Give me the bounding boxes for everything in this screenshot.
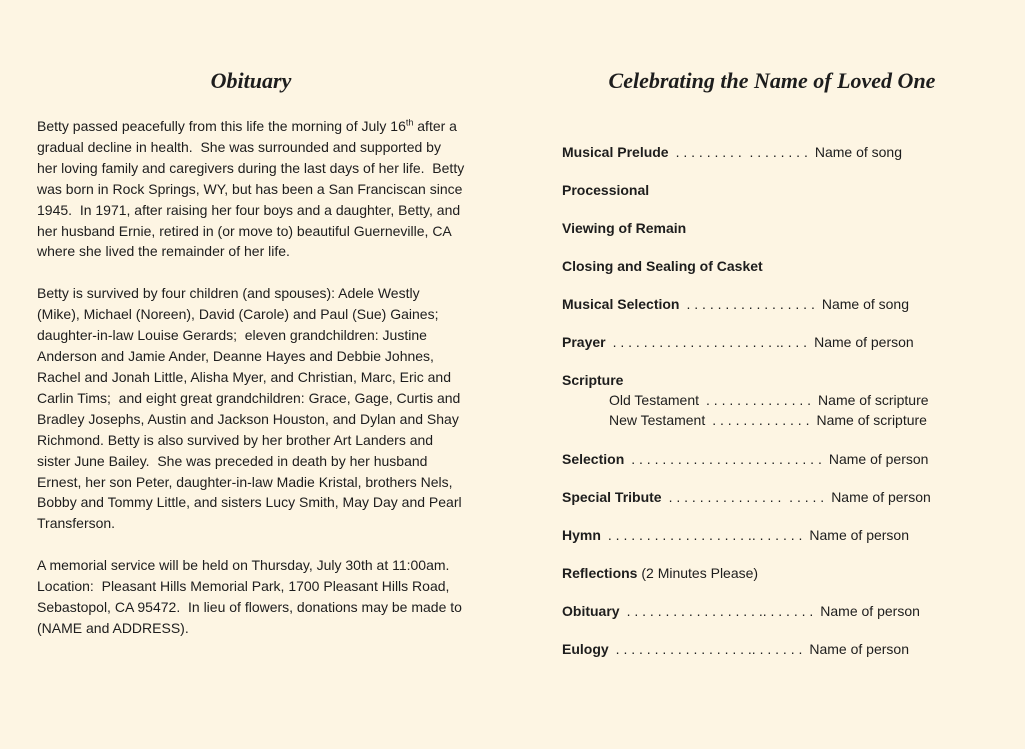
program-item-special-tribute [562,488,1025,506]
dot-leader: . . . . . . . . . . . . . [712,412,810,428]
program-item-prayer [562,333,1025,351]
program-item-value: Name of scripture [816,412,927,428]
obituary-panel [0,0,512,749]
program-item-label: Hymn [562,527,601,543]
program-item-value: Name of person [814,334,914,350]
obituary-title: Obituary [210,68,292,93]
program-item-value: Name of scripture [818,392,929,408]
program-item-value: Name of person [828,451,929,467]
program-item-value: Name of song [814,144,903,160]
program-item-label: Viewing of Remain [562,220,687,236]
program-list [562,143,1025,658]
program-item-hymn [562,526,1025,544]
program-item-new-testament [562,411,1025,430]
program-item-label: Special Tribute [562,489,662,505]
dot-leader: . . . . . . . . . . . . . . . . . . . . . .. . . . [612,334,808,350]
obituary-paragraph-1-continued: after a gradual decline in health. She was surrounded and supported by her loving family and caregivers during the last days of her life. Betty was born in Rock Springs, WY, but has been a San Franciscan since 1945. In 1971, after raising her four boys and a daughter, Betty, and her husband Ernie, retired in (or move to) beautiful Guerneville, CA where she lived the remainder of her life. [37,118,469,260]
program-item-selection [562,450,1025,468]
program-item-value: Name of person [809,641,909,657]
program-item-value: Name of person [831,489,931,505]
program-item-label: Processional [562,182,650,198]
program-item-label: Musical Prelude [562,144,669,160]
service-title: Celebrating the Name of Loved One [608,68,936,93]
program-item-label: Prayer [562,334,606,350]
dot-leader: . . . . . . . . . . . . . . . . . . . . . . . . . [631,451,822,467]
program-item-label: Selection [562,451,625,467]
dot-leader: . . . . . . . . . . . . . . . . . . . . [668,489,825,505]
program-item-musical-selection [562,295,1025,313]
dot-leader: . . . . . . . . . . . . . . . . . .. . . . . . . [615,641,803,657]
program-item-label: Old Testament [609,392,700,408]
program-item-eulogy [562,640,1025,658]
program-item-viewing-of-remain [562,219,1025,237]
superscript-th: th [405,117,414,128]
order-of-service-panel [512,0,1025,749]
dot-leader: . . . . . . . . . . . . . . . . . [686,296,815,312]
dot-leader: . . . . . . . . . . . . . . [706,392,812,408]
program-item-label: Eulogy [562,641,609,657]
program-item-reflections [562,564,1025,582]
obituary-paragraph-2: Betty is survived by four children (and spouses): Adele Westly (Mike), Michael (Noreen), David (Carole) and Paul (Sue) Gaines; daughter-in-law Louise Gerards; eleven grandchildren: Justine Anderson and Jamie Ander, Deanne Hayes and Debbie Johnes, Rachel and Jonah Little, Alisha Myer, and Christian, Marc, Eric and Carlin Tims; and eight great grandchildren: Grace, Gage, Curtis and Bradley Josephs, Austin and Jackson Houston, and Dylan and Shay Richmond. Betty is also survived by her brother Art Landers and sister June Bailey. She was preceded in death by her husband Ernest, her son Peter, daughter-in-law Madie Kristal, brothers Nels, Bobby and Tommy Little, and sisters Lucy Smith, May Day and Pearl Transferson. [37,285,466,532]
program-item-label: Musical Selection [562,296,680,312]
obituary-paragraph-1 [37,116,469,262]
dot-leader: . . . . . . . . . . . . . . . . . [675,144,808,160]
program-item-scripture [562,371,1025,389]
program-item-value: Name of person [820,603,920,619]
dot-leader: . . . . . . . . . . . . . . . . . .. . . . . . . [626,603,814,619]
program-item-label: Obituary [562,603,620,619]
obituary-paragraph-1-text: Betty passed peacefully from this life the morning of July 16 [37,118,406,134]
program-item-value: Name of song [821,296,910,312]
program-item-closing-and-sealing [562,257,1025,275]
program-item-old-testament [562,391,1025,410]
program-item-label: New Testament [609,412,706,428]
program-item-note: (2 Minutes Please) [637,565,759,581]
program-item-musical-prelude [562,143,1025,161]
program-item-label: Closing and Sealing of Casket [562,258,763,274]
program-item-obituary [562,602,1025,620]
dot-leader: . . . . . . . . . . . . . . . . . . .. . . . . . . [607,527,803,543]
program-item-label: Scripture [562,372,624,388]
program-item-label: Reflections [562,565,638,581]
program-item-processional [562,181,1025,199]
program-item-value: Name of person [809,527,909,543]
obituary-paragraph-3: A memorial service will be held on Thursday, July 30th at 11:00am. Location: Pleasant Hills Memorial Park, 1700 Pleasant Hills Road, Sebastopol, CA 95472. In lieu of flowers, donations may be made to (NAME and ADDRESS). [37,557,466,636]
